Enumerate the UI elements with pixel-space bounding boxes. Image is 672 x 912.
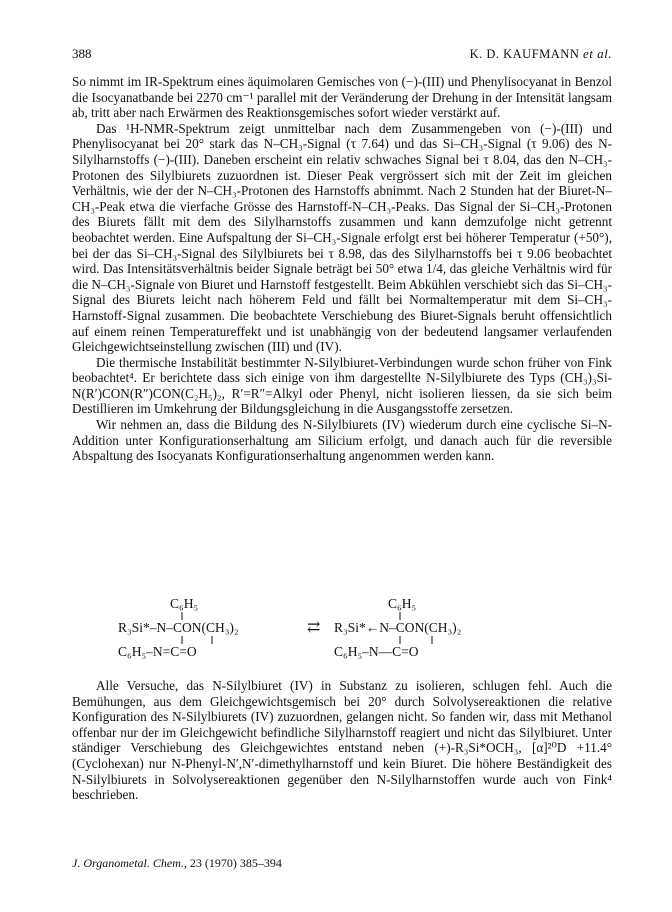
- right-silyl-biuret: R₃Si*←N–CON(CH₃)₂: [334, 620, 462, 635]
- running-head: [470, 46, 612, 62]
- paragraph-isolation: Alle Versuche, das N-Silylbiuret (IV) in Substanz zu isolieren, schlugen fehl. Auch die Bemühungen, aus dem Gleichgewichtsgemisch bei 20° durch Solvolysereaktionen die relative Konfiguration des N-Silylbiurets (IV) zuzuordnen, gelangen nicht. So fanden wir, dass mit Methanol offenbar nur der im Gleichgewicht befindliche Silylharnstoff reagiert und nicht das Silylbiuret. Unter ständiger Verschiebung des Gleichgewichtes entstand neben (+)-R₃Si*OCH₃, [α]²⁰D +11.4° (Cyclohexan) nur N-Phenyl-N′,N′-dimethylharnstoff und kein Biuret. Die höhere Beständigkeit des N-Silylbiurets in Solvolysereaktionen gegenüber den N-Silylharnstoffen wurde auch von Fink⁴ beschrieben.: [72, 678, 612, 803]
- right-phenyl-substituent: C₆H₅: [388, 596, 417, 611]
- reaction-scheme: [0, 584, 672, 664]
- left-silyl-urea: R₃Si*–N–CON(CH₃)₂: [118, 620, 239, 635]
- paragraph-ir: So nimmt im IR-Spektrum eines äquimolaren Gemisches von (−)-(III) und Phenylisocyanat in Benzol die Isocyanatbande bei 2270 cm⁻¹ parallel mit der Veränderung der Drehung in der Intensität langsam ab, tritt aber nach Erwärmen des Reaktionsgemisches sofort wieder verstärkt auf.: [72, 74, 612, 121]
- left-isocyanate: C₆H₅–N=C=O: [118, 644, 197, 659]
- right-carbonyl-fragment: C₆H₅–N—C=O: [334, 644, 419, 659]
- paragraph-nmr: Das ¹H-NMR-Spektrum zeigt unmittelbar nach dem Zusammengeben von (−)-(III) und Phenylisocyanat bei 20° stark das N–CH₃-Signal (τ 7.64) und das Si–CH₃-Signal (τ 9.06) des N-Silylharnstoffs (−)-(III). Daneben erscheint ein relativ schwaches Signal bei τ 8.04, das den N–CH₃-Protonen des Silylbiurets zuzuordnen ist. Dieser Peak vergrössert sich mit der Zeit im gleichen Verhältnis, wie der der N–CH₃-Protonen des Harnstoffs abnimmt. Nach 2 Stunden hat der Biuret-N–CH₃-Peak etwa die vierfache Grösse des Harnstoff-N–CH₃-Peaks. Das Signal der Si–CH₃-Protonen des Biurets fällt mit dem des Silylharnstoffs zusammen und kann demzufolge nicht getrennt beobachtet werden. Eine Aufspaltung der Si–CH₃-Signale erfolgt erst bei höherer Temperatur (+50°), bei der das Si–CH₃-Signal des Silylbiurets bei τ 8.98, das des Silylharnstoffs bei τ 9.06 beobachtet wird. Das Intensitätsverhältnis beider Signale beträgt bei 50° etwa 1/4, das gleiche Verhältnis wird für die N–CH₃-Signale von Biuret und Harnstoff festgestellt. Beim Abkühlen verschiebt sich das Si–CH₃-Signal des Biurets leicht nach höherem Feld und fällt bei Normaltemperatur mit dem Si–CH₃-Harnstoff-Signal zusammen. Die beobachtete Verschiebung des Biuret-Signals beruht offensichtlich auf einem reinen Temperatureffekt und ist unabhängig von der bedeutend langsamer verlaufenden Gleichgewichtseinstellung zwischen (III) und (IV).: [72, 120, 612, 355]
- footer-volume: , 23 (1970) 385–394: [183, 856, 282, 870]
- footer-journal: J. Organometal. Chem.: [72, 856, 184, 870]
- paragraph-instability: Die thermische Instabilität bestimmter N-Silylbiuret-Verbindungen wurde schon früher von Fink beobachtet⁴. Er berichtete dass sich einige von ihm dargestellte N-Silylbiurete des Typs (CH₃)₃Si-N(R′)CON(R″)CON(C₂H₅)₂, R′=R″=Alkyl oder Phenyl, nicht isolieren liessen, da sie sich beim Destillieren im Umkehrung der Bildungsgleichung in die Ausgangsstoffe zersetzen.: [72, 354, 612, 417]
- body-text-lower: [72, 678, 612, 803]
- body-text-upper: [72, 74, 612, 464]
- running-head-author: K. D. KAUFMANN: [469, 47, 580, 61]
- paragraph-mechanism: Wir nehmen an, dass die Bildung des N-Silylbiurets (IV) wiederum durch eine cyclische Si–N-Addition unter Konfigurationserhaltung am Silicium erfolgt, und danach auch für die reversible Abspaltung des Isocyanats Konfigurationserhaltung angenommen werden kann.: [72, 417, 612, 464]
- page-number: 388: [72, 46, 92, 61]
- equilibrium-arrow: ⇄: [307, 619, 321, 636]
- left-phenyl-substituent: C₆H₅: [170, 596, 199, 611]
- footer-citation: [72, 856, 282, 871]
- reaction-scheme-figure: [0, 584, 672, 664]
- running-head-et-al: et al.: [583, 46, 612, 61]
